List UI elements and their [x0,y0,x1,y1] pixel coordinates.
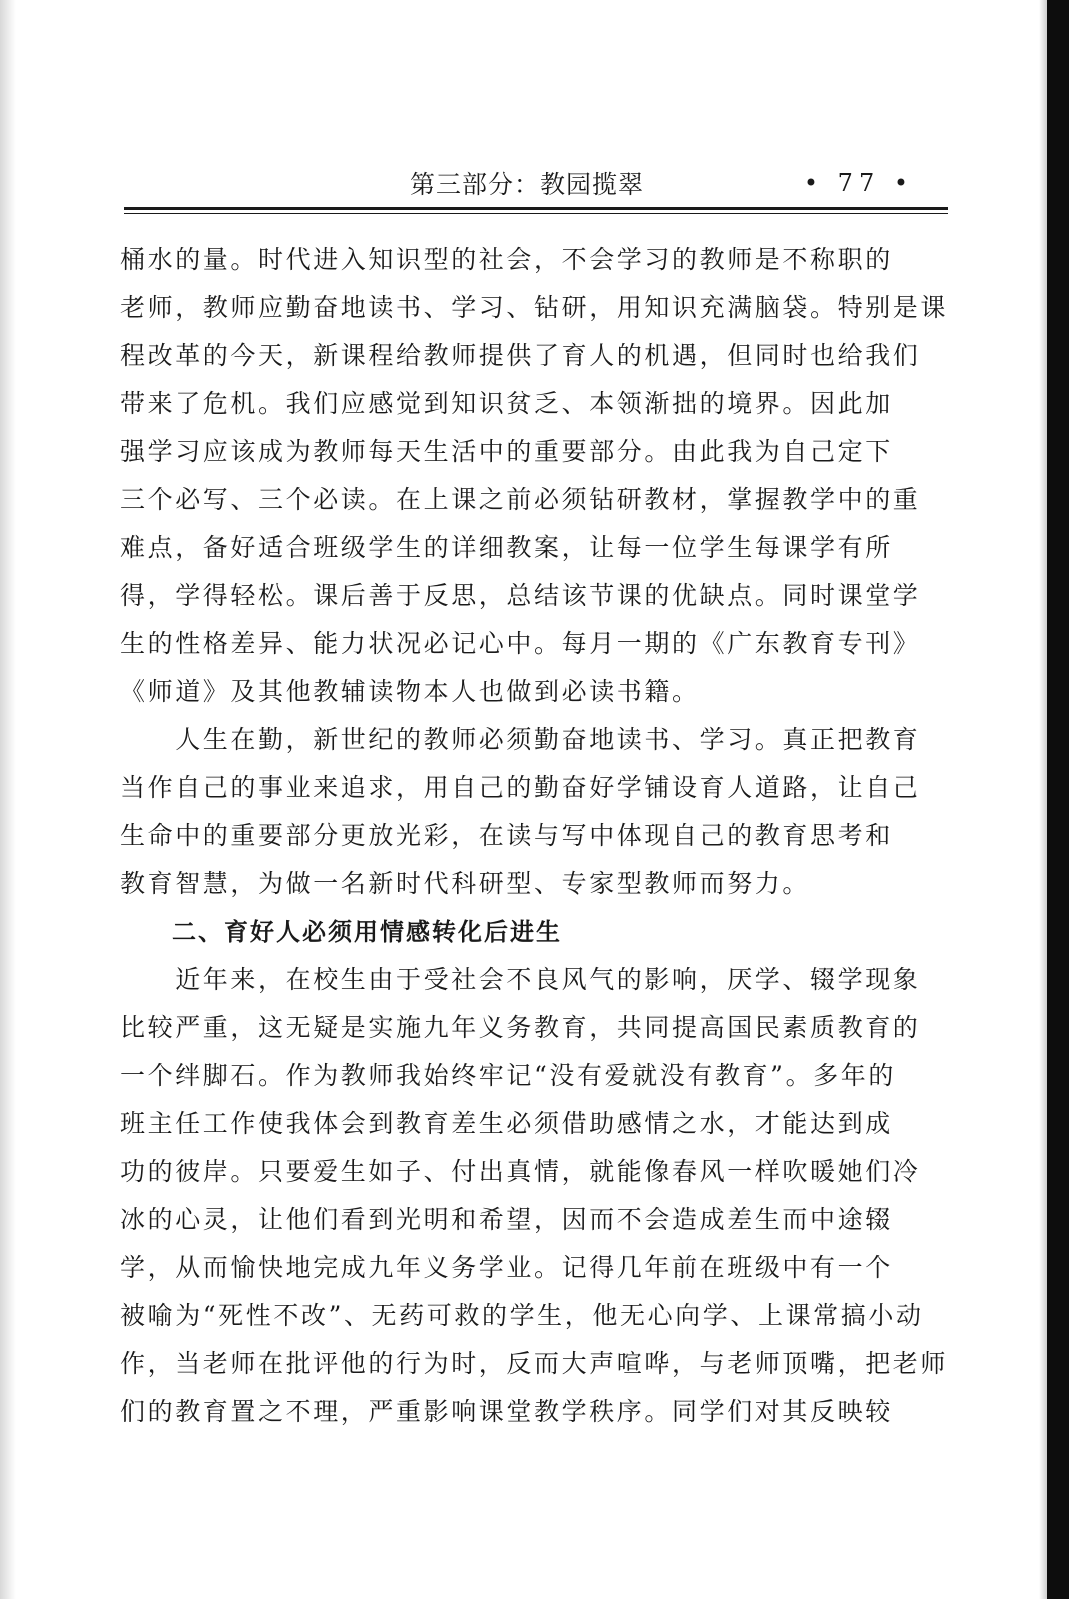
text-line: 比较严重，这无疑是实施九年义务教育，共同提高国民素质教育的 [120,1013,921,1042]
text-line: 功的彼岸。只要爱生如子、付出真情，就能像春风一样吹暖她们冷 [120,1157,921,1186]
text-line: 程改革的今天，新课程给教师提供了育人的机遇，但同时也给我们 [120,341,921,370]
text-line: 桶水的量。时代进入知识型的社会，不会学习的教师是不称职的 [120,245,893,274]
page-number: • 77 • [803,169,914,197]
text-line: 当作自己的事业来追求，用自己的勤奋好学铺设育人道路，让自己 [120,773,921,802]
text-line: 们的教育置之不理，严重影响课堂教学秩序。同学们对其反映较 [120,1397,893,1426]
text-line: 作，当老师在批评他的行为时，反而大声喧哗，与老师顶嘴，把老师 [120,1349,949,1378]
text-line: 一个绊脚石。作为教师我始终牢记“没有爱就没有教育”。多年的 [120,1061,896,1090]
text-line: 教育智慧，为做一名新时代科研型、专家型教师而努力。 [120,869,811,898]
text-line: 《师道》及其他教辅读物本人也做到必读书籍。 [120,677,700,706]
text-line: 老师，教师应勤奋地读书、学习、钻研，用知识充满脑袋。特别是课 [120,293,949,322]
body-text [120,236,950,1436]
header-rule-thick [124,207,948,210]
text-line: 得，学得轻松。课后善于反思，总结该节课的优缺点。同时课堂学 [120,581,921,610]
running-header [124,163,936,203]
text-line: 难点，备好适合班级学生的详细教案，让每一位学生每课学有所 [120,533,893,562]
text-line: 冰的心灵，让他们看到光明和希望，因而不会造成差生而中途辍 [120,1205,893,1234]
text-line: 学，从而愉快地完成九年义务学业。记得几年前在班级中有一个 [120,1253,893,1282]
section-heading: 二、育好人必须用情感转化后进生 [120,918,562,946]
section-title: 第三部分：教园揽翠 [410,170,645,199]
text-line: 三个必写、三个必读。在上课之前必须钻研教材，掌握教学中的重 [120,485,921,514]
text-line: 强学习应该成为教师每天生活中的重要部分。由此我为自己定下 [120,437,893,466]
text-line: 生命中的重要部分更放光彩，在读与写中体现自己的教育思考和 [120,821,893,850]
text-line: 被喻为“死性不改”、无药可救的学生，他无心向学、上课常搞小动 [120,1301,924,1330]
header-rule-thin [124,213,948,214]
text-line: 近年来，在校生由于受社会不良风气的影响，厌学、辍学现象 [120,965,921,994]
text-line: 班主任工作使我体会到教育差生必须借助感情之水，才能达到成 [120,1109,893,1138]
text-line: 生的性格差异、能力状况必记心中。每月一期的《广东教育专刊》 [120,629,921,658]
text-line: 带来了危机。我们应感觉到知识贫乏、本领渐拙的境界。因此加 [120,389,893,418]
text-line: 人生在勤，新世纪的教师必须勤奋地读书、学习。真正把教育 [120,725,921,754]
